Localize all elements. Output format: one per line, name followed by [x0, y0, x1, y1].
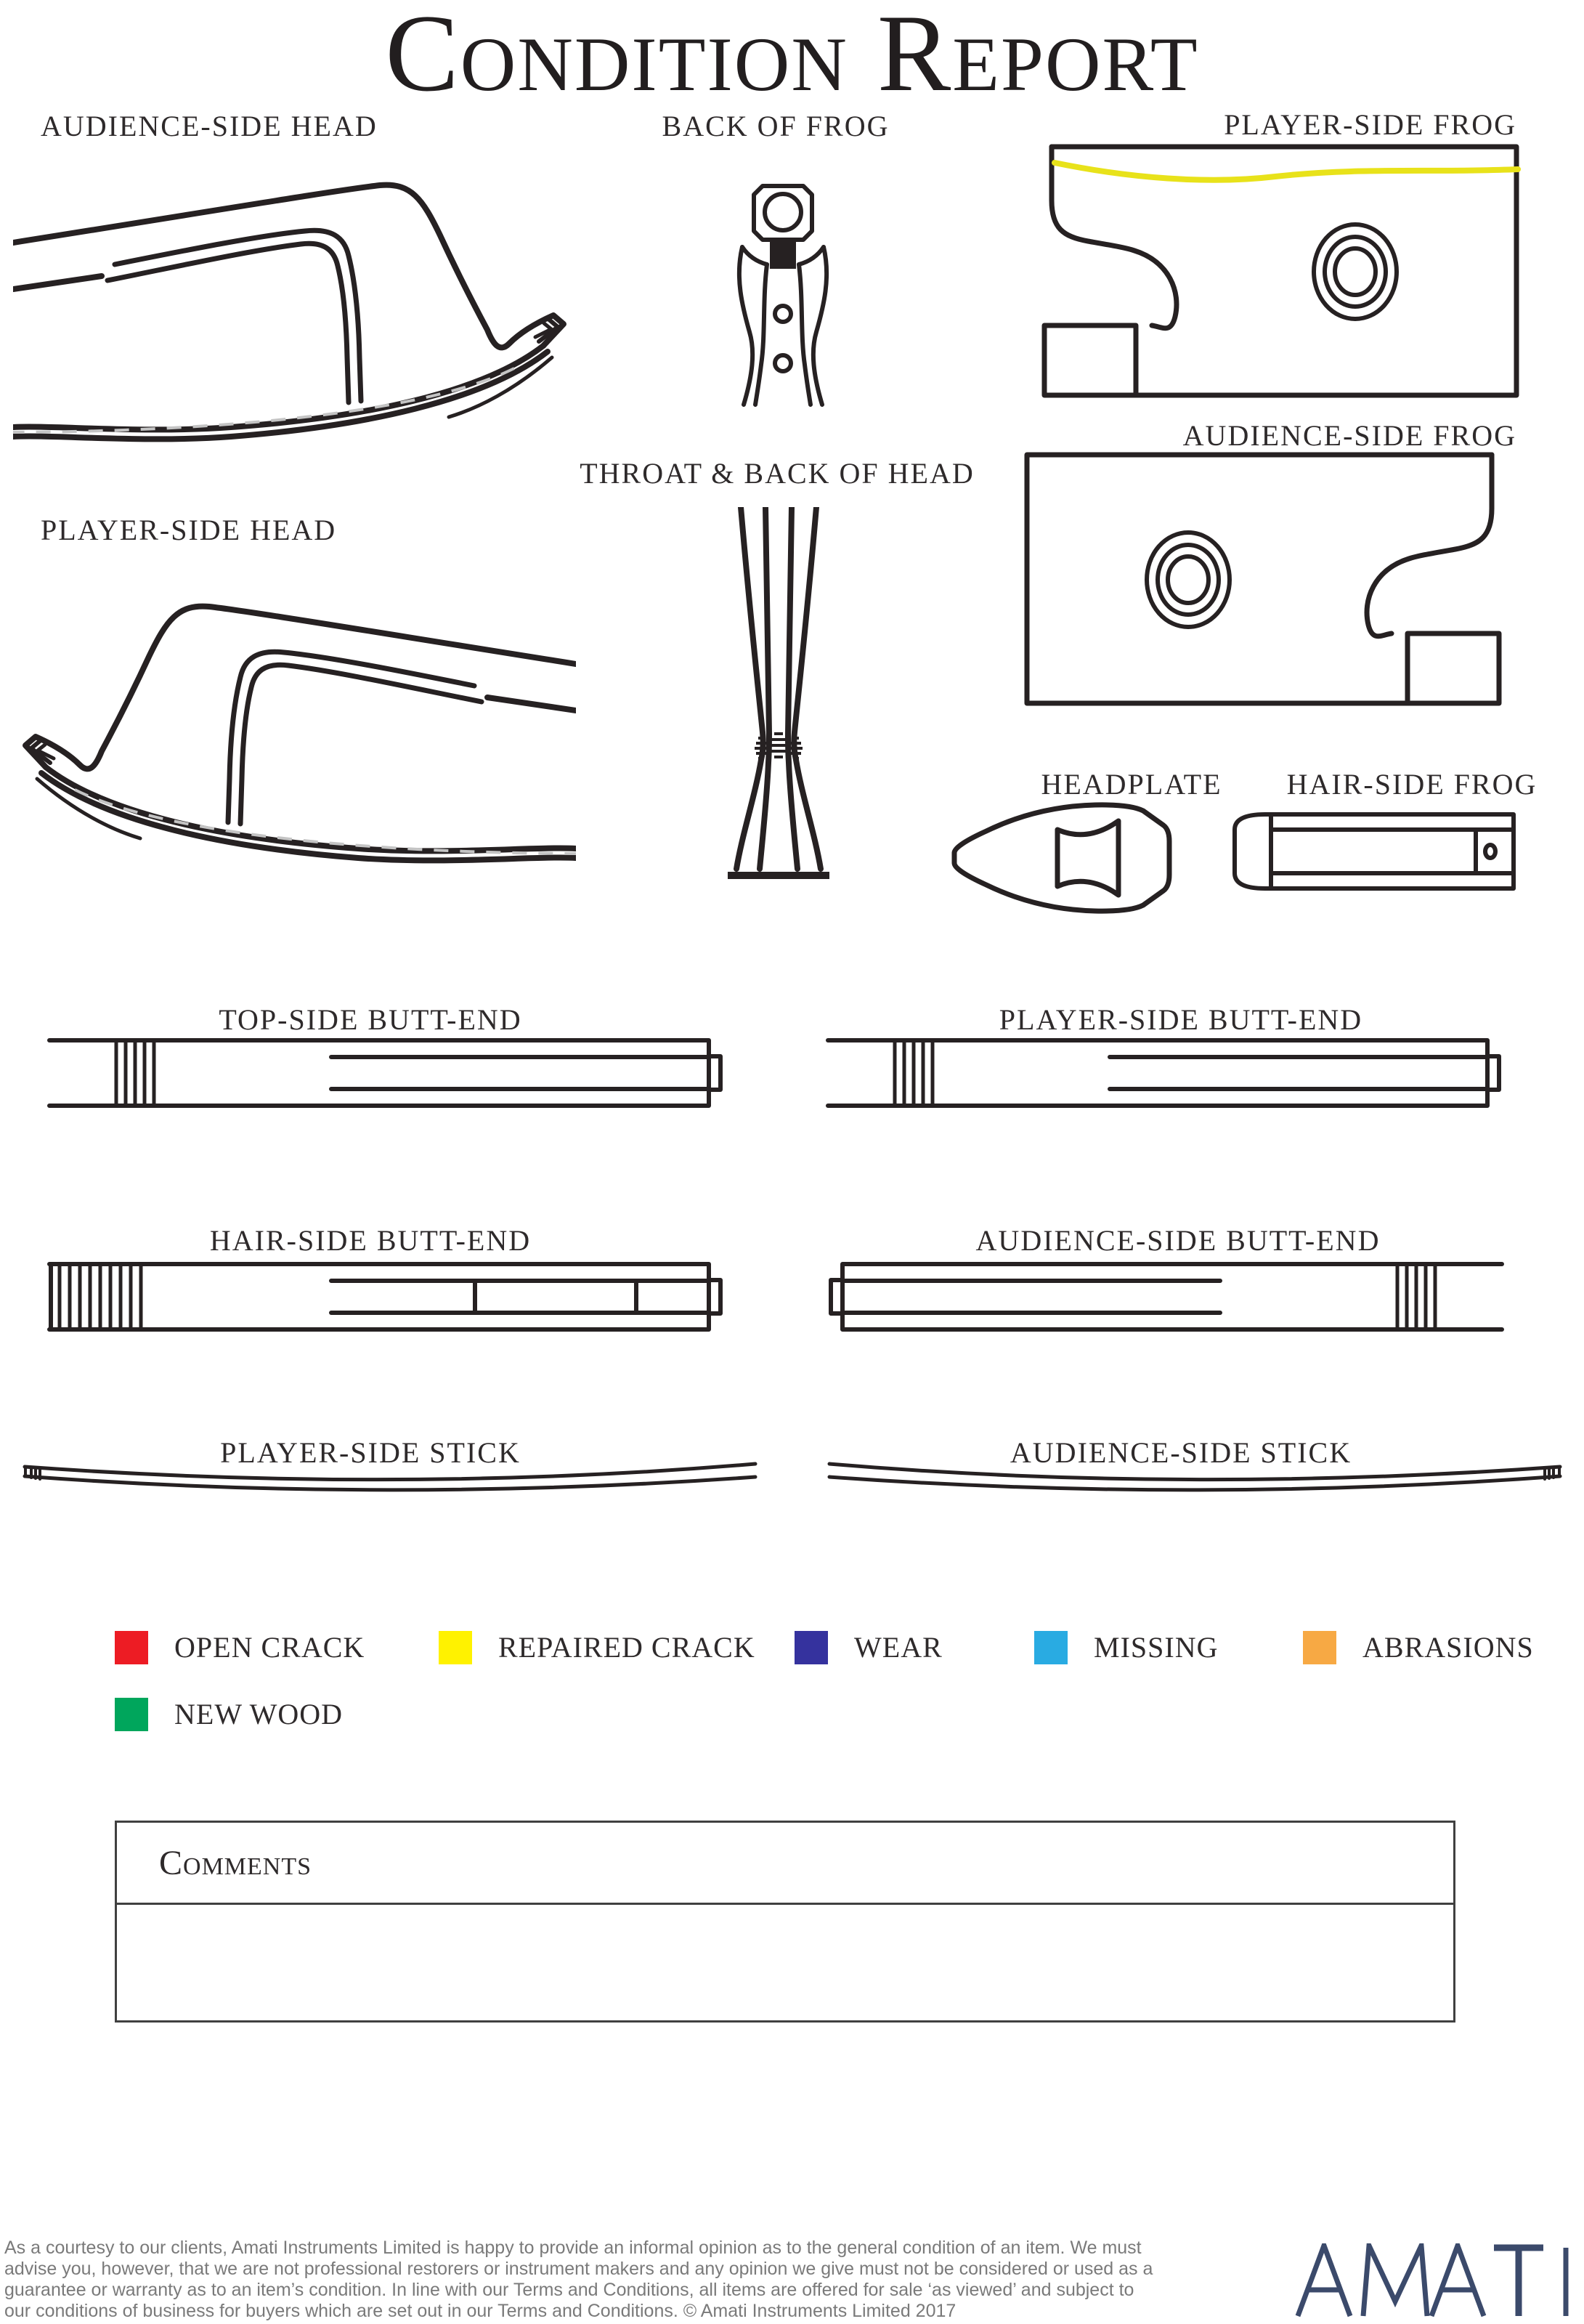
label-player-side-butt-end: PLAYER-SIDE BUTT-END [999, 1003, 1363, 1036]
legend-swatch-open-crack [115, 1631, 148, 1664]
legend-item-repaired-crack [439, 1630, 755, 1664]
frog-eye [1147, 533, 1230, 627]
label-throat-back-of-head: THROAT & BACK OF HEAD [580, 457, 975, 490]
audience-side-head-drawing [13, 139, 576, 448]
legend-swatch-wear [795, 1631, 828, 1664]
legend-item-abrasions [1303, 1630, 1534, 1664]
winding-lines [60, 1264, 141, 1329]
legend-label-new-wood: NEW WOOD [174, 1698, 344, 1730]
page-title: Condition Report [385, 0, 1199, 114]
label-headplate: HEADPLATE [1041, 768, 1222, 801]
label-back-of-frog: BACK OF FROG [662, 110, 890, 142]
legend-label-missing: MISSING [1094, 1631, 1219, 1664]
audience-side-stick-drawing [826, 1460, 1564, 1498]
disclaimer-text: As a courtesy to our clients, Amati Instruments Limited is happy to provide an informal opinion as to the general condition of an item. We must advise you, however, that we are not professional restorers or instrument makers and any opinion we give must not be considered or used as a guarantee or warranty as to an item’s condition. In line with our Terms and Conditions, all items are offered for sale ‘as viewed’ and subject to our conditions of business for buyers which are set out in our Terms and Conditions. © Amati Instruments Limited 2017 [4, 2238, 1153, 2321]
audience-side-butt-end-drawing [828, 1261, 1505, 1332]
amati-logo-lettering [1288, 2243, 1578, 2319]
legend-label-open-crack: OPEN CRACK [174, 1631, 365, 1664]
label-audience-side-frog: AUDIENCE-SIDE FROG [1182, 419, 1516, 452]
repaired-crack-mark [1055, 163, 1518, 180]
legend-item-open-crack [115, 1630, 365, 1664]
player-side-frog-drawing [1020, 144, 1521, 398]
legend-swatch-new-wood [115, 1698, 148, 1731]
comments-title: Comments [159, 1843, 312, 1882]
legend-item-missing [1034, 1630, 1218, 1664]
legend-swatch-repaired-crack [439, 1631, 472, 1664]
player-side-head-drawing [13, 561, 576, 870]
label-player-side-frog: PLAYER-SIDE FROG [1224, 108, 1516, 141]
label-player-side-head: PLAYER-SIDE HEAD [41, 514, 337, 546]
legend-swatch-abrasions [1303, 1631, 1336, 1664]
winding-lines [895, 1040, 933, 1106]
amati-logo [1288, 2243, 1578, 2323]
label-audience-side-head: AUDIENCE-SIDE HEAD [41, 110, 378, 142]
comments-box [115, 1821, 1455, 2023]
label-hair-side-butt-end: HAIR-SIDE BUTT-END [209, 1224, 532, 1257]
hair-side-butt-end-drawing [46, 1261, 723, 1332]
label-top-side-butt-end: TOP-SIDE BUTT-END [219, 1003, 522, 1036]
throat-back-of-head-drawing [720, 507, 837, 883]
head-base-bar [728, 872, 829, 879]
legend-item-wear [795, 1630, 943, 1664]
audience-side-frog-drawing [1023, 452, 1524, 706]
label-player-side-stick: PLAYER-SIDE STICK [220, 1436, 521, 1469]
comments-field[interactable] [117, 1905, 1453, 2038]
player-side-stick-drawing [20, 1460, 758, 1498]
top-side-butt-end-drawing [46, 1037, 723, 1109]
hair-side-frog-drawing [1227, 812, 1516, 891]
label-audience-side-stick: AUDIENCE-SIDE STICK [1010, 1436, 1352, 1469]
legend-swatch-missing [1034, 1631, 1068, 1664]
legend-label-abrasions: ABRASIONS [1362, 1631, 1534, 1664]
winding-lines [116, 1040, 154, 1106]
label-hair-side-frog: HAIR-SIDE FROG [1286, 768, 1538, 801]
player-side-butt-end-drawing [825, 1037, 1502, 1109]
frog-eye [1314, 224, 1397, 319]
ferrule-eye [1485, 845, 1495, 858]
legend-item-new-wood [115, 1697, 343, 1731]
label-audience-side-butt-end: AUDIENCE-SIDE BUTT-END [975, 1224, 1381, 1257]
frog-button [770, 240, 796, 269]
comments-header [117, 1823, 1453, 1905]
back-of-frog-drawing [725, 183, 841, 416]
legend-label-repaired-crack: REPAIRED CRACK [498, 1631, 755, 1664]
legend-label-wear: WEAR [854, 1631, 943, 1664]
winding-lines [1397, 1264, 1435, 1329]
headplate-drawing [950, 799, 1185, 917]
